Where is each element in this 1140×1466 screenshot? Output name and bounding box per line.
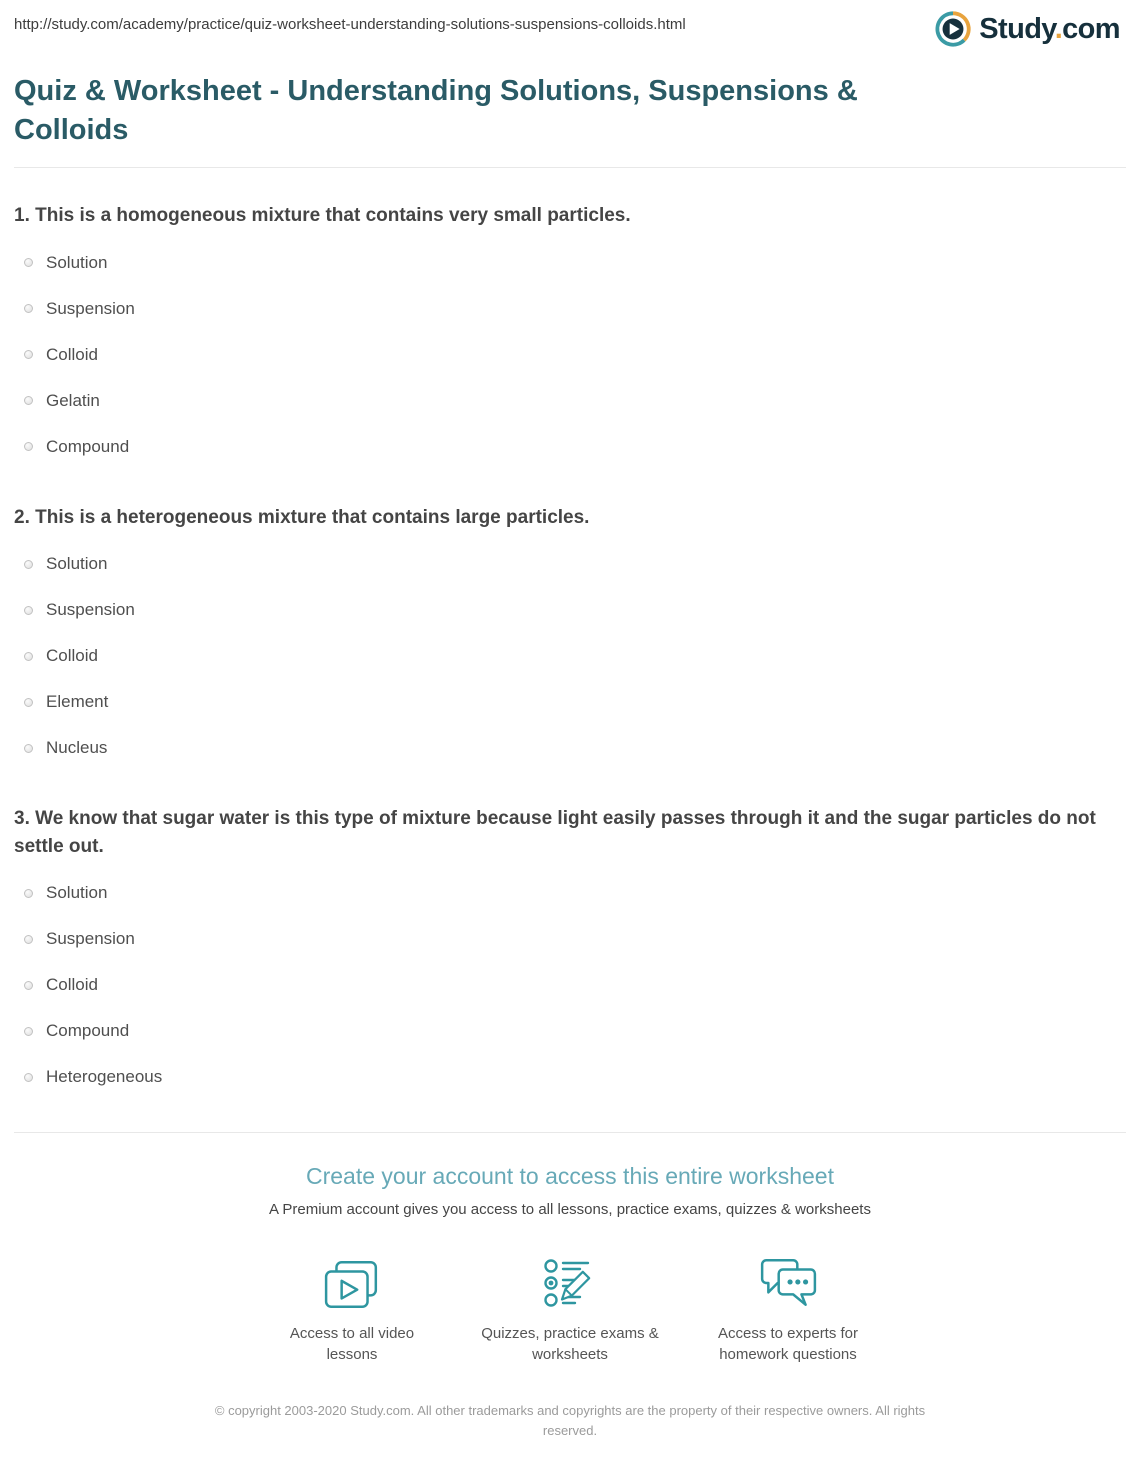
radio-button[interactable] — [24, 652, 33, 661]
radio-button[interactable] — [24, 442, 33, 451]
logo-wordmark: Study.com — [979, 12, 1120, 45]
title-divider — [14, 167, 1126, 168]
option-label[interactable]: Colloid — [46, 344, 98, 364]
radio-button[interactable] — [24, 350, 33, 359]
answer-option[interactable] — [14, 424, 1126, 470]
answer-option[interactable] — [14, 587, 1126, 633]
radio-button[interactable] — [24, 889, 33, 898]
question-text: 2. This is a heterogeneous mixture that contains large particles. — [14, 506, 590, 528]
radio-button[interactable] — [24, 606, 33, 615]
answer-option[interactable] — [14, 286, 1126, 332]
experts-chat-icon — [758, 1254, 818, 1310]
answer-options — [14, 870, 1126, 1100]
answer-option[interactable] — [14, 916, 1126, 962]
question-2 — [14, 504, 1126, 772]
option-label[interactable]: Compound — [46, 436, 130, 456]
answer-option[interactable] — [14, 378, 1126, 424]
radio-button[interactable] — [24, 698, 33, 707]
page-header — [14, 0, 1126, 48]
option-label[interactable]: Solution — [46, 554, 108, 574]
option-label[interactable]: Suspension — [46, 298, 135, 318]
option-label[interactable]: Suspension — [46, 929, 135, 949]
page-url: http://study.com/academy/practice/quiz-worksheet-understanding-solutions-suspensions-colloids.html — [14, 16, 686, 33]
cta-subtitle: A Premium account gives you access to all lessons, practice exams, quizzes & worksheets — [269, 1201, 871, 1219]
option-label[interactable]: Colloid — [46, 646, 98, 666]
feature-list — [14, 1254, 1126, 1365]
radio-button[interactable] — [24, 396, 33, 405]
answer-option[interactable] — [14, 725, 1126, 771]
option-label[interactable]: Nucleus — [46, 738, 108, 758]
radio-button[interactable] — [24, 935, 33, 944]
option-label[interactable]: Solution — [46, 252, 108, 272]
radio-button[interactable] — [24, 981, 33, 990]
question-3 — [14, 805, 1126, 1100]
answer-option[interactable] — [14, 541, 1126, 587]
video-lessons-icon — [323, 1254, 381, 1310]
quizzes-worksheets-icon — [542, 1254, 598, 1310]
option-label[interactable]: Suspension — [46, 600, 135, 620]
question-1 — [14, 202, 1126, 470]
footer-divider — [14, 1132, 1126, 1133]
answer-option[interactable] — [14, 1008, 1126, 1054]
radio-button[interactable] — [24, 304, 33, 313]
cta-title: Create your account to access this entire worksheet — [306, 1163, 834, 1190]
answer-option[interactable] — [14, 240, 1126, 286]
option-label[interactable]: Element — [46, 692, 109, 712]
radio-button[interactable] — [24, 560, 33, 569]
study-logo[interactable] — [934, 10, 1126, 48]
radio-button[interactable] — [24, 1027, 33, 1036]
answer-option[interactable] — [14, 962, 1126, 1008]
option-label[interactable]: Heterogeneous — [46, 1067, 163, 1087]
play-circle-logo-icon — [934, 10, 972, 48]
cta-section — [14, 1163, 1126, 1465]
radio-button[interactable] — [24, 744, 33, 753]
answer-options — [14, 541, 1126, 771]
feature-quizzes-worksheets — [461, 1254, 679, 1365]
question-text: 1. This is a homogeneous mixture that contains very small particles. — [14, 205, 631, 227]
option-label[interactable]: Compound — [46, 1021, 130, 1041]
copyright-notice: © copyright 2003-2020 Study.com. All other trademarks and copyrights are the property of their respective owners. All rights reserved. — [214, 1403, 926, 1439]
feature-label: Quizzes, practice exams & worksheets — [481, 1325, 659, 1364]
option-label[interactable]: Colloid — [46, 975, 98, 995]
option-label[interactable]: Solution — [46, 883, 108, 903]
answer-option[interactable] — [14, 870, 1126, 916]
option-label[interactable]: Gelatin — [46, 390, 100, 410]
radio-button[interactable] — [24, 1073, 33, 1082]
answer-option[interactable] — [14, 633, 1126, 679]
answer-option[interactable] — [14, 332, 1126, 378]
question-text: 3. We know that sugar water is this type of mixture because light easily passes through it and the sugar particles do not settle out. — [14, 808, 1096, 857]
answer-option[interactable] — [14, 1054, 1126, 1100]
feature-label: Access to all video lessons — [289, 1325, 415, 1364]
feature-label: Access to experts for homework questions — [717, 1325, 859, 1364]
radio-button[interactable] — [24, 258, 33, 267]
feature-video-lessons — [243, 1254, 461, 1365]
feature-homework-experts — [679, 1254, 897, 1365]
page-title: Quiz & Worksheet - Understanding Solutions, Suspensions & Colloids — [14, 75, 858, 146]
answer-options — [14, 240, 1126, 470]
answer-option[interactable] — [14, 679, 1126, 725]
